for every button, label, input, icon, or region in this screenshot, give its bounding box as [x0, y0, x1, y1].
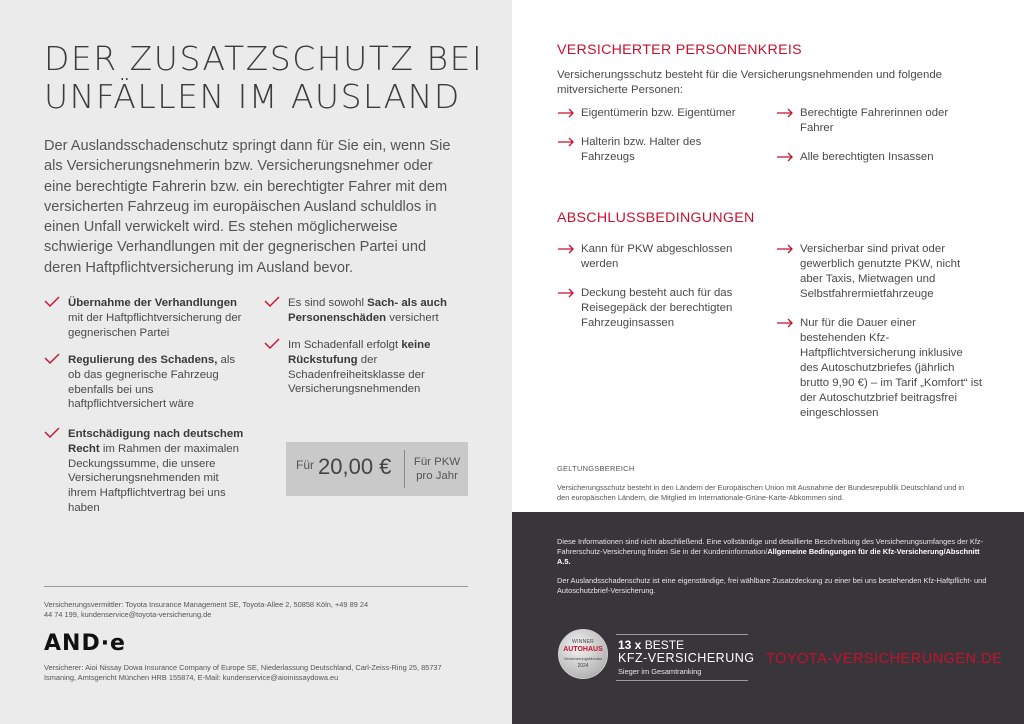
abschluss-item — [800, 242, 982, 302]
footer-divider — [44, 586, 468, 587]
arrow-right-icon — [557, 244, 575, 254]
website-link[interactable]: TOYOTA-VERSICHERUNGEN.DE — [766, 651, 1003, 667]
arrow-right-icon — [776, 152, 794, 162]
price-amount: 20,00 € — [318, 454, 392, 479]
and-e-logo: AND·e — [44, 631, 126, 656]
check-bold: keine Rückstufung — [288, 339, 431, 366]
arrow-right-icon — [776, 244, 794, 254]
badge-monitor: VersicherungsMonitor — [563, 656, 603, 661]
price-divider — [404, 450, 405, 488]
check-rest: versichert — [386, 311, 439, 324]
abschluss-item-label: Nur für die Dauer einer bestehenden Kfz-Haftpflichtversicherung inklusive des Autoschutzbriefes (jährlich brutto 9,90 €) – im Tarif „Komfort“ ist der Autoschutzbrief beitragsfrei eingeschlossen — [800, 317, 983, 419]
title-line-1: DER ZUSATZSCHUTZ BEI — [44, 39, 484, 78]
autohaus-award-badge — [558, 629, 608, 679]
check-rest: der Schadenfreiheitsklasse der Versicherungsnehmenden — [288, 353, 425, 396]
check-bold: Sach- als auch Personenschäden — [288, 297, 447, 324]
abschluss-item — [581, 242, 756, 272]
info-text — [557, 537, 987, 567]
person-item — [581, 135, 731, 165]
vermittler-info: Versicherungsvermittler: Toyota Insurance Management SE, Toyota-Allee 2, 50858 Köln, +49 89 24 44 74 199, kundenservice@toyota-versicherung.de — [44, 600, 369, 619]
check-bold: Übernahme der Verhandlungen — [68, 297, 237, 309]
checkmark-icon — [44, 353, 60, 365]
check-item-regulierung — [68, 353, 250, 412]
abschluss-heading: ABSCHLUSSBEDINGUNGEN — [557, 210, 755, 226]
award-count: 13 x — [618, 638, 642, 652]
check-item-verhandlungen — [68, 296, 248, 340]
geltung-text: Versicherungsschutz besteht in den Ländern der Europäischen Union mit Ausnahme der Bundesrepublik Deutschland und in den europäischen Ländern, die Mitglied im Internationale-Grüne-Karte-Abkommen sind. — [557, 483, 965, 502]
person-item-label: Eigentümerin bzw. Eigentümer — [581, 107, 736, 119]
checkmark-icon — [44, 427, 60, 439]
person-item — [800, 106, 980, 136]
person-item-label: Alle berechtigten Insassen — [800, 151, 934, 163]
checkmark-icon — [264, 296, 280, 308]
abschluss-item-label: Kann für PKW abgeschlossen werden — [581, 243, 733, 270]
abschluss-item — [581, 286, 766, 331]
abschluss-item-label: Versicherbar sind privat oder gewerblich genutzte PKW, nicht aber Taxis, Mietwagen und Selbstfahrermietfahrzeuge — [800, 243, 961, 300]
personenkreis-heading: VERSICHERTER PERSONENKREIS — [557, 42, 802, 58]
check-item-sachschaeden — [288, 296, 468, 326]
check-bold: Entschädigung nach deutschem Recht — [68, 428, 244, 455]
check-rest: mit der Haftpflichtversicherung der gegnerischen Partei — [68, 311, 242, 339]
price-unit: Für PKW pro Jahr — [413, 456, 461, 482]
badge-year: 2024 — [577, 663, 589, 669]
arrow-right-icon — [776, 318, 794, 328]
info-text-plain: Diese Informationen sind nicht abschließend. Eine vollständige und detaillierte Beschreibung des Versicherungsumfanges der Kfz-Fahrerschutz-Versicherung finden Sie in der Kundeninformation/ — [557, 537, 984, 556]
page-title — [44, 40, 504, 116]
arrow-right-icon — [557, 137, 575, 147]
abschluss-item — [800, 316, 984, 421]
intro-text: Der Auslandsschadenschutz springt dann für Sie ein, wenn Sie als Versicherungsnehmerin bzw. Versicherungsnehmer oder eine berechtigte Fahrerin bzw. ein berechtigter Fahrer mit dem versicherten Fahrzeug im europäischen Ausland schuldlos in einen Unfall verwickelt wird. Es stehen möglicherweise schwierige Verhandlungen mit der gegnerischen Partei und deren Haftpflichtversicherung im Ausland bevor. — [44, 138, 451, 276]
award-word: BESTE — [641, 638, 685, 652]
arrow-right-icon — [557, 288, 575, 298]
check-bold: Regulierung des Schadens, — [68, 354, 218, 366]
price-box — [286, 442, 468, 496]
badge-autohaus: AUTOHAUS — [563, 646, 603, 653]
person-item — [800, 150, 980, 165]
check-item-rueckstufung — [288, 338, 468, 397]
arrow-right-icon — [557, 108, 575, 118]
person-item-label: Halterin bzw. Halter des Fahrzeugs — [581, 136, 702, 163]
award-line-3: Sieger im Gesamtranking — [618, 667, 702, 676]
geltung-heading: GELTUNGSBEREICH — [557, 464, 635, 473]
person-item-label: Berechtigte Fahrerinnen oder Fahrer — [800, 107, 949, 134]
title-line-2: UNFÄLLEN IM AUSLAND — [44, 77, 461, 116]
checkmark-icon — [44, 296, 60, 308]
personenkreis-lead: Versicherungsschutz besteht für die Versicherungsnehmenden und folgende mitversicherte Personen: — [557, 69, 943, 96]
check-item-entschaedigung — [68, 427, 248, 516]
checkmark-icon — [264, 338, 280, 350]
award-rule-top — [616, 634, 748, 635]
check-rest: als ob das gegnerische Fahrzeug ebenfalls bei uns haftpflichtversichert wäre — [68, 354, 236, 411]
right-panel — [512, 0, 1024, 724]
award-line-2: KFZ-VERSICHERUNG — [618, 651, 755, 665]
versicherer-info: Versicherer: Aioi Nissay Dowa Insurance Company of Europe SE, Niederlassung Deutschland, Carl-Zeiss-Ring 25, 85737 Ismaning, Amtsgericht München HRB 155874, E-Mail: kundenservice@aioinissaydowa.eu — [44, 663, 442, 682]
abschluss-item-label: Deckung besteht auch für das Reisegepäck der berechtigten Fahrzeuginsassen — [581, 287, 733, 329]
award-line-1 — [618, 638, 684, 652]
check-pre: Im Schadenfall erfolgt — [288, 339, 402, 351]
zusatz-text: Der Auslandsschadenschutz ist eine eigenständige, frei wählbare Zusatzdeckung zu einer bei uns bestehenden Kfz-Haftpflicht- und Autoschutzbrief-Versicherung. — [557, 576, 987, 595]
badge-winner: WINNER — [571, 639, 595, 645]
award-rule-bottom — [616, 680, 748, 681]
person-item — [581, 106, 761, 121]
arrow-right-icon — [776, 108, 794, 118]
check-rest: im Rahmen der maximalen Deckungssumme, die unsere Versicherungsnehmenden mit ihrem Haftpflichtvertrag bei uns haben — [68, 442, 239, 514]
dark-footer — [512, 512, 1024, 724]
price-prefix: Für — [296, 458, 314, 472]
check-pre: Es sind sowohl — [288, 297, 368, 309]
info-text-bold: Allgemeine Bedingungen für die Kfz-Versicherung/Abschnitt A.5. — [557, 547, 980, 566]
